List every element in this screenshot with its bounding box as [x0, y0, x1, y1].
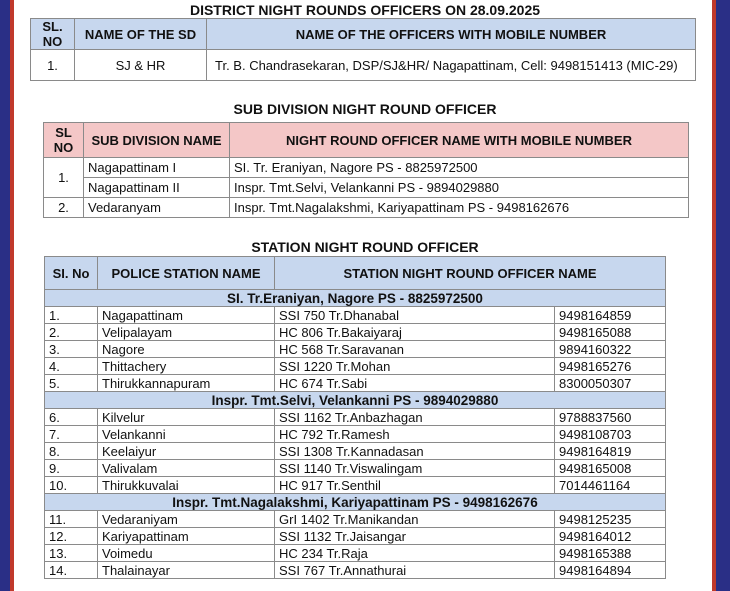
row-mobile: 9498164012 — [555, 528, 666, 545]
row-officer: SSI 750 Tr.Dhanabal — [275, 307, 555, 324]
subdivision-header-row — [44, 123, 689, 158]
subdivision-officer: SI. Tr. Eraniyan, Nagore PS - 8825972500 — [230, 158, 689, 178]
row-mobile: 9498165008 — [555, 460, 666, 477]
row-station: Velankanni — [98, 426, 275, 443]
row-officer: HC 806 Tr.Bakaiyaraj — [275, 324, 555, 341]
station-col-officer: STATION NIGHT ROUND OFFICER NAME — [275, 257, 666, 290]
table-row — [45, 375, 666, 392]
district-table — [30, 18, 696, 81]
row-officer: SSI 1140 Tr.Viswalingam — [275, 460, 555, 477]
row-station: Voimedu — [98, 545, 275, 562]
row-station: Vedaraniyam — [98, 511, 275, 528]
subdivision-col-officer: NIGHT ROUND OFFICER NAME WITH MOBILE NUMBER — [230, 123, 689, 158]
station-col-slno: SI. No — [45, 257, 98, 290]
district-col-officer: NAME OF THE OFFICERS WITH MOBILE NUMBER — [207, 19, 696, 50]
table-row — [45, 511, 666, 528]
row-sl: 6. — [45, 409, 98, 426]
row-mobile: 9894160322 — [555, 341, 666, 358]
table-row — [45, 426, 666, 443]
row-station: Thittachery — [98, 358, 275, 375]
station-col-station: POLICE STATION NAME — [98, 257, 275, 290]
subdivision-col-name: SUB DIVISION NAME — [84, 123, 230, 158]
row-mobile: 9498165276 — [555, 358, 666, 375]
row-officer: SSI 767 Tr.Annathurai — [275, 562, 555, 579]
station-group-header — [45, 494, 666, 511]
row-sl: 1. — [45, 307, 98, 324]
subdivision-name: Vedaranyam — [84, 198, 230, 218]
row-officer: SSI 1162 Tr.Anbazhagan — [275, 409, 555, 426]
row-sl: 10. — [45, 477, 98, 494]
row-sl: 4. — [45, 358, 98, 375]
row-station: Keelaiyur — [98, 443, 275, 460]
row-mobile: 9498164859 — [555, 307, 666, 324]
row-station: Kariyapattinam — [98, 528, 275, 545]
row-station: Thirukkannapuram — [98, 375, 275, 392]
row-officer: SSI 1308 Tr.Kannadasan — [275, 443, 555, 460]
station-title: STATION NIGHT ROUND OFFICER — [251, 239, 479, 255]
subdivision-col-slno: SL NO — [44, 123, 84, 158]
row-station: Thalainayar — [98, 562, 275, 579]
district-row — [31, 50, 696, 81]
table-row — [45, 460, 666, 477]
table-row — [45, 477, 666, 494]
table-row — [45, 562, 666, 579]
row-station: Thirukkuvalai — [98, 477, 275, 494]
group-title: Inspr. Tmt.Selvi, Velankanni PS - 9894029880 — [45, 392, 666, 409]
row-mobile: 9498108703 — [555, 426, 666, 443]
subdivision-row — [44, 158, 689, 178]
district-col-sd: NAME OF THE SD — [75, 19, 207, 50]
row-sl: 7. — [45, 426, 98, 443]
district-title: DISTRICT NIGHT ROUNDS OFFICERS ON 28.09.2025 — [189, 2, 541, 18]
row-mobile: 8300050307 — [555, 375, 666, 392]
table-row — [45, 528, 666, 545]
subdivision-sl: 1. — [44, 158, 84, 198]
row-officer: SSI 1132 Tr.Jaisangar — [275, 528, 555, 545]
district-col-slno: SL. NO — [31, 19, 75, 50]
row-mobile: 9498165388 — [555, 545, 666, 562]
subdivision-table — [43, 122, 689, 218]
row-officer: GrI 1402 Tr.Manikandan — [275, 511, 555, 528]
row-mobile: 7014461164 — [555, 477, 666, 494]
right-border — [716, 0, 730, 591]
row-officer: HC 917 Tr.Senthil — [275, 477, 555, 494]
table-row — [45, 443, 666, 460]
row-sl: 11. — [45, 511, 98, 528]
station-table — [44, 256, 666, 579]
row-station: Nagore — [98, 341, 275, 358]
row-sl: 12. — [45, 528, 98, 545]
district-sd: SJ & HR — [75, 50, 207, 81]
row-sl: 14. — [45, 562, 98, 579]
row-mobile: 9788837560 — [555, 409, 666, 426]
left-border — [0, 0, 10, 591]
group-title: Inspr. Tmt.Nagalakshmi, Kariyapattinam PS - 9498162676 — [45, 494, 666, 511]
row-sl: 2. — [45, 324, 98, 341]
table-row — [45, 324, 666, 341]
subdivision-officer: Inspr. Tmt.Selvi, Velankanni PS - 9894029880 — [230, 178, 689, 198]
district-header-row — [31, 19, 696, 50]
row-mobile: 9498165088 — [555, 324, 666, 341]
row-sl: 8. — [45, 443, 98, 460]
row-station: Valivalam — [98, 460, 275, 477]
row-station: Nagapattinam — [98, 307, 275, 324]
subdivision-officer: Inspr. Tmt.Nagalakshmi, Kariyapattinam PS - 9498162676 — [230, 198, 689, 218]
subdivision-title: SUB DIVISION NIGHT ROUND OFFICER — [233, 101, 497, 117]
row-officer: SSI 1220 Tr.Mohan — [275, 358, 555, 375]
table-row — [45, 341, 666, 358]
row-officer: HC 792 Tr.Ramesh — [275, 426, 555, 443]
subdivision-name: Nagapattinam I — [84, 158, 230, 178]
row-sl: 3. — [45, 341, 98, 358]
station-header-row — [45, 257, 666, 290]
table-row — [45, 358, 666, 375]
row-mobile: 9498164819 — [555, 443, 666, 460]
group-title: SI. Tr.Eraniyan, Nagore PS - 8825972500 — [45, 290, 666, 307]
subdivision-row — [44, 198, 689, 218]
table-row — [45, 409, 666, 426]
document-page — [20, 0, 710, 591]
district-officer: Tr. B. Chandrasekaran, DSP/SJ&HR/ Nagapattinam, Cell: 9498151413 (MIC-29) — [207, 50, 696, 81]
row-sl: 5. — [45, 375, 98, 392]
row-sl: 13. — [45, 545, 98, 562]
row-mobile: 9498125235 — [555, 511, 666, 528]
subdivision-sl: 2. — [44, 198, 84, 218]
row-mobile: 9498164894 — [555, 562, 666, 579]
row-officer: HC 568 Tr.Saravanan — [275, 341, 555, 358]
row-officer: HC 234 Tr.Raja — [275, 545, 555, 562]
row-sl: 9. — [45, 460, 98, 477]
table-row — [45, 307, 666, 324]
district-sl: 1. — [31, 50, 75, 81]
subdivision-row — [44, 178, 689, 198]
station-group-header — [45, 392, 666, 409]
subdivision-name: Nagapattinam II — [84, 178, 230, 198]
row-station: Velipalayam — [98, 324, 275, 341]
station-group-header — [45, 290, 666, 307]
row-station: Kilvelur — [98, 409, 275, 426]
table-row — [45, 545, 666, 562]
row-officer: HC 674 Tr.Sabi — [275, 375, 555, 392]
